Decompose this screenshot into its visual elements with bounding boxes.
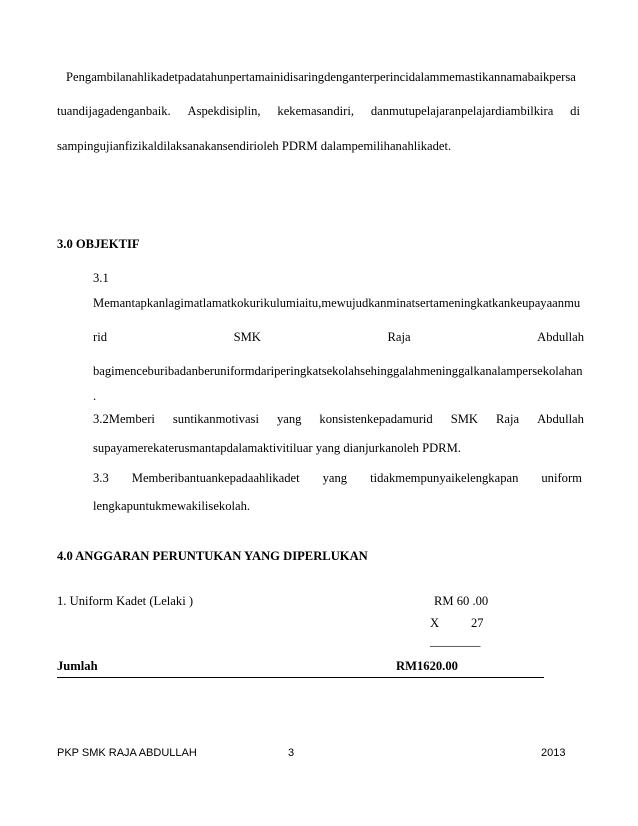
intro-word: tuandijagadenganbaik. xyxy=(57,104,171,118)
objective-word: yang xyxy=(276,412,302,426)
intro-word: di xyxy=(570,104,580,118)
budget-multiply-symbol: X xyxy=(430,616,440,630)
intro-line-3: sampingujianfizikaldilaksanakansendirioleh PDRM dalampemilihanahlikadet. xyxy=(57,139,452,153)
objective-word: suntikanmotivasi xyxy=(172,412,259,426)
objective-1-line-2 xyxy=(93,330,584,345)
total-underline-rule xyxy=(57,677,544,678)
objective-word: rid xyxy=(93,330,107,344)
budget-quantity: 27 xyxy=(471,616,484,630)
budget-underline: ________ xyxy=(430,634,481,648)
objective-word: uniform xyxy=(541,471,582,485)
budget-item-label: 1. Uniform Kadet (Lelaki ) xyxy=(57,594,194,608)
objective-word: Abdullah xyxy=(537,330,584,344)
intro-line-2 xyxy=(57,104,580,119)
section-4-heading: 4.0 ANGGARAN PERUNTUKAN YANG DIPERLUKAN xyxy=(57,549,368,563)
objective-word: SMK xyxy=(233,330,261,344)
footer-school-name: PKP SMK RAJA ABDULLAH xyxy=(57,747,197,759)
objective-word: Memberibantuankepadaahlikadet xyxy=(131,471,300,485)
budget-item-price: RM 60 .00 xyxy=(434,594,489,608)
objective-1-number: 3.1 xyxy=(93,271,109,285)
intro-line-1: Pengambilanahlikadetpadatahunpertamainidisaringdenganterperincidalammemastikannamabaikpersa xyxy=(66,70,576,84)
objective-3-line-2: lengkapuntukmewakilisekolah. xyxy=(93,499,251,513)
objective-word: konsistenkepadamurid xyxy=(319,412,433,426)
objective-word: tidakmempunyaikelengkapan xyxy=(370,471,519,485)
objective-2-line-1 xyxy=(93,412,584,427)
objective-word: Raja xyxy=(387,330,411,344)
objective-word: 3.2Memberi xyxy=(93,412,155,426)
objective-3-line-1 xyxy=(93,471,582,486)
intro-word: kekemasandiri, xyxy=(277,104,354,118)
objective-word: SMK xyxy=(450,412,479,426)
intro-word: danmutupelajaranpelajardiambilkira xyxy=(370,104,554,118)
total-value: RM1620.00 xyxy=(396,659,458,673)
total-label: Jumlah xyxy=(57,659,98,673)
intro-word: Aspekdisiplin, xyxy=(187,104,261,118)
objective-word: 3.3 xyxy=(93,471,109,485)
objective-2-line-2: supayamerekaterusmantapdalamaktivitiluar yang dianjurkanoleh PDRM. xyxy=(93,441,461,455)
section-3-heading: 3.0 OBJEKTIF xyxy=(57,237,140,251)
objective-word: Abdullah xyxy=(537,412,584,426)
objective-1-line-3: bagimenceburibadanberuniformdariperingkatsekolahsehinggalahmeninggalkanalampersekolahan xyxy=(93,364,583,378)
footer-year: 2013 xyxy=(541,747,566,759)
objective-word: Raja xyxy=(496,412,520,426)
objective-1-line-4: . xyxy=(93,389,97,403)
objective-1-line-1: Memantapkanlagimatlamatkokurikulumiaitu,mewujudkanminatsertameningkatkankeupayaanmu xyxy=(93,296,581,310)
footer-page-number: 3 xyxy=(288,747,295,759)
objective-word: yang xyxy=(322,471,348,485)
